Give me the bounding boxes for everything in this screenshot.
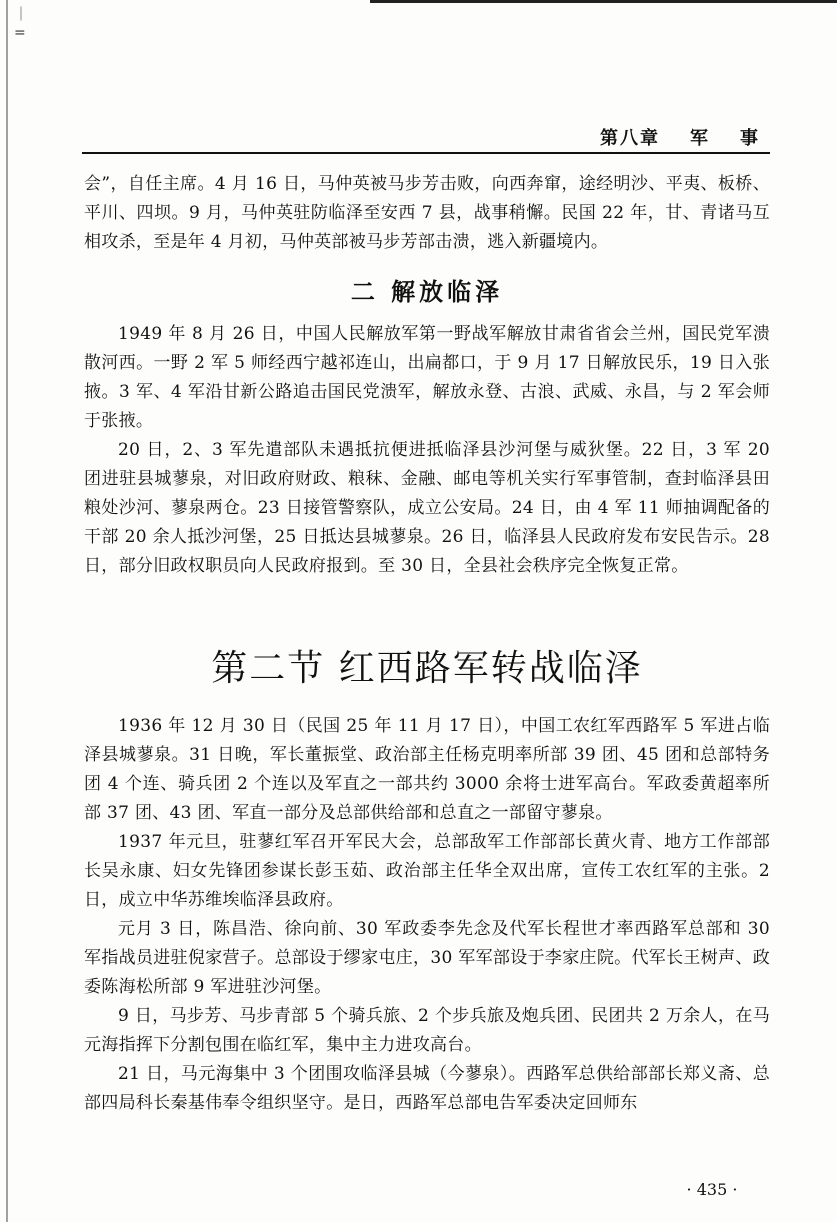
- header-rule: [82, 152, 770, 154]
- section-paragraph: 1949 年 8 月 26 日，中国人民解放军第一野战军解放甘肃省省会兰州，国民党军溃散河西。一野 2 军 5 师经西宁越祁连山，出扁都口，于 9 月 17 日解放民乐，19 日入张掖。3 军、4 军沿甘新公路追击国民党溃军，解放永登、古浪、武威、永昌，与 2 军会师于张掖。: [84, 324, 770, 431]
- margin-mark: ｜ =: [14, 7, 28, 41]
- running-header: [600, 124, 760, 150]
- page-number: · 435 ·: [686, 1180, 738, 1199]
- section-text-block: [84, 320, 770, 581]
- section-heading: 二 解放临泽: [350, 278, 504, 306]
- chapter-paragraph: 9 日，马步芳、马步青部 5 个骑兵旅、2 个步兵旅及炮兵团、民团共 2 万余人，在马元海指挥下分割包围在临红军，集中主力进攻高台。: [84, 1006, 770, 1055]
- continuation-paragraph: 会”，自任主席。4 月 16 日，马仲英被马步芳击败，向西奔窜，途经明沙、平夷、板桥、平川、四坝。9 月，马仲英驻防临泽至安西 7 县，战事稍懈。民国 22 年，甘、青诸马互相攻杀，至是年 4 月初，马仲英部被马步芳部击溃，逃入新疆境内。: [84, 174, 770, 252]
- continuation-text-block: [84, 170, 770, 257]
- chapter-paragraph: 1936 年 12 月 30 日（民国 25 年 11 月 17 日），中国工农红军西路军 5 军进占临泽县城蓼泉。31 日晚，军长董振堂、政治部主任杨克明率所部 39 团、45 团和总部特务团 4 个连、骑兵团 2 个连以及军直之一部共约 3000 余将士进军高台。军政委黄超率所部 37 团、43 团、军直一部分及总部供给部和总直之一部留守蓼泉。: [84, 716, 770, 823]
- header-topic-2: 事: [740, 128, 760, 149]
- header-chapter: 第八章: [600, 128, 660, 149]
- chapter-paragraph: 21 日，马元海集中 3 个团围攻临泽县城（今蓼泉）。西路军总供给部部长郑义斋、总部四局科长秦基伟奉令组织坚守。是日，西路军总部电告军委决定回师东: [84, 1064, 770, 1113]
- chapter-paragraph: 元月 3 日，陈昌浩、徐向前、30 军政委李先念及代军长程世才率西路军总部和 30 军指战员进驻倪家营子。总部设于缪家屯庄，30 军军部设于李家庄院。代军长王树声、政委陈海松所部 9 军进驻沙河堡。: [84, 919, 770, 997]
- header-topic-1: 军: [690, 128, 710, 149]
- chapter-heading: 第二节 红西路军转战临泽: [211, 648, 643, 689]
- scan-top-bar: [370, 0, 837, 3]
- chapter-text-block: [84, 712, 770, 1118]
- chapter-paragraph: 1937 年元旦，驻蓼红军召开军民大会，总部敌军工作部部长黄火青、地方工作部部长吴永康、妇女先锋团参谋长彭玉茹、政治部主任华全双出席，宣传工农红军的主张。2 日，成立中华苏维埃临泽县政府。: [84, 832, 770, 910]
- scan-edge-line: [6, 0, 8, 1222]
- section-paragraph: 20 日，2、3 军先遣部队未遇抵抗便进抵临泽县沙河堡与威狄堡。22 日，3 军 20 团进驻县城蓼泉，对旧政府财政、粮秣、金融、邮电等机关实行军事管制，查封临泽县田粮处沙河、蓼泉两仓。23 日接管警察队，成立公安局。24 日，由 4 军 11 师抽调配备的干部 20 余人抵沙河堡，25 日抵达县城蓼泉。26 日，临泽县人民政府发布安民告示。28 日，部分旧政权职员向人民政府报到。至 30 日，全县社会秩序完全恢复正常。: [84, 440, 770, 576]
